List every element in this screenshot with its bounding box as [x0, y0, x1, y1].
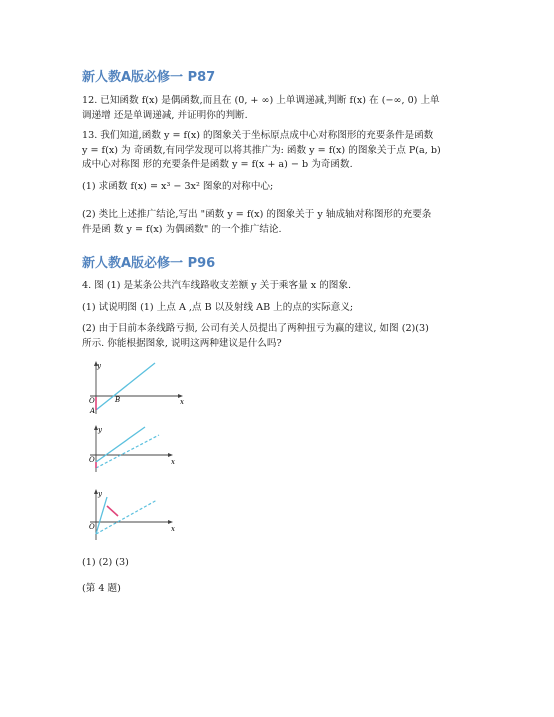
question-4-part-2-line-2: 所示. 你能根据图象, 说明这两种建议是什么吗? [82, 337, 282, 349]
figure-3-origin-label: O [89, 523, 95, 531]
figure-3-x-label: x [171, 525, 175, 533]
question-4-part-2-line-1: (2) 由于目前本条线路亏损, 公司有关人员提出了两种扭亏为赢的建议, 如图 (2)(3) [82, 323, 429, 334]
question-13-part-2-line-2: 件是函 数 y = f(x) 为偶函数" 的一个推广结论. [82, 223, 282, 235]
question-4-intro [82, 279, 474, 294]
question-12-line-1: 12. 已知函数 f(x) 是偶函数,而且在 (0, + ∞) 上单调递减,判断 f(x) 在 (−∞, 0) 上单 [82, 95, 440, 106]
question-13-line-2: y = f(x) 为 奇函数,有同学发现可以将其推广为: 函数 y = f(x) 的图象关于点 P(a, b) [82, 144, 441, 156]
section-heading-p96: 新人教A版必修一 P96 [82, 256, 216, 271]
figure-1-x-label: x [180, 398, 184, 406]
figure-2-x-arrow [168, 453, 173, 457]
question-4-part-2 [82, 322, 474, 351]
section-heading-p87: 新人教A版必修一 P87 [82, 70, 216, 85]
figure-2-y-label: y [98, 426, 102, 434]
figure-2-x-label: x [171, 458, 175, 466]
question-13-line-1: 13. 我们知道,函数 y = f(x) 的图象关于坐标原点成中心对称图形的充要条件是函数 [82, 130, 434, 141]
figure-3-y-label: y [98, 490, 102, 498]
figure-2-graph [87, 424, 177, 476]
question-13-part-2 [82, 208, 474, 237]
question-13-part-1-text: (1) 求函数 f(x) = x³ − 3x² 图象的对称中心; [82, 181, 274, 192]
question-4-intro-text: 4. 图 (1) 是某条公共汽车线路收支差额 y 关于乘客量 x 的图象. [82, 280, 352, 291]
question-13-part-2-line-1: (2) 类比上述推广结论,写出 "函数 y = f(x) 的图象关于 y 轴成轴对称图形的充要条 [82, 209, 432, 220]
question-12-line-2: 调递增 还是单调递减, 并证明你的判断. [82, 109, 248, 121]
figure-1-ray-ab [96, 363, 155, 410]
figure-1-graph [87, 360, 187, 422]
question-4-part-1 [82, 301, 474, 316]
figure-1-y-label: y [97, 362, 101, 370]
figure-2-origin-label: O [89, 456, 95, 464]
figure-1-origin-label: O [89, 397, 95, 405]
figure-2-new-line [96, 427, 145, 462]
figure-1-point-a: A [90, 407, 96, 415]
figure-3-graph [87, 488, 177, 544]
figure-3-x-arrow [168, 520, 173, 524]
figure-1-point-b: B [115, 396, 121, 404]
figure-3-gap-segment [107, 506, 118, 516]
figure-caption: (1) (2) (3) [82, 557, 129, 568]
question-4-part-1-text: (1) 试说明图 (1) 上点 A ,点 B 以及射线 AB 上的点的实际意义; [82, 302, 354, 313]
question-label: (第 4 题) [82, 583, 121, 594]
question-13-line-3: 成中心对称图 形的充要条件是函数 y = f(x + a) − b 为奇函数. [82, 159, 353, 170]
question-13-part-1 [82, 180, 474, 195]
question-13 [82, 129, 474, 173]
question-12 [82, 94, 474, 123]
